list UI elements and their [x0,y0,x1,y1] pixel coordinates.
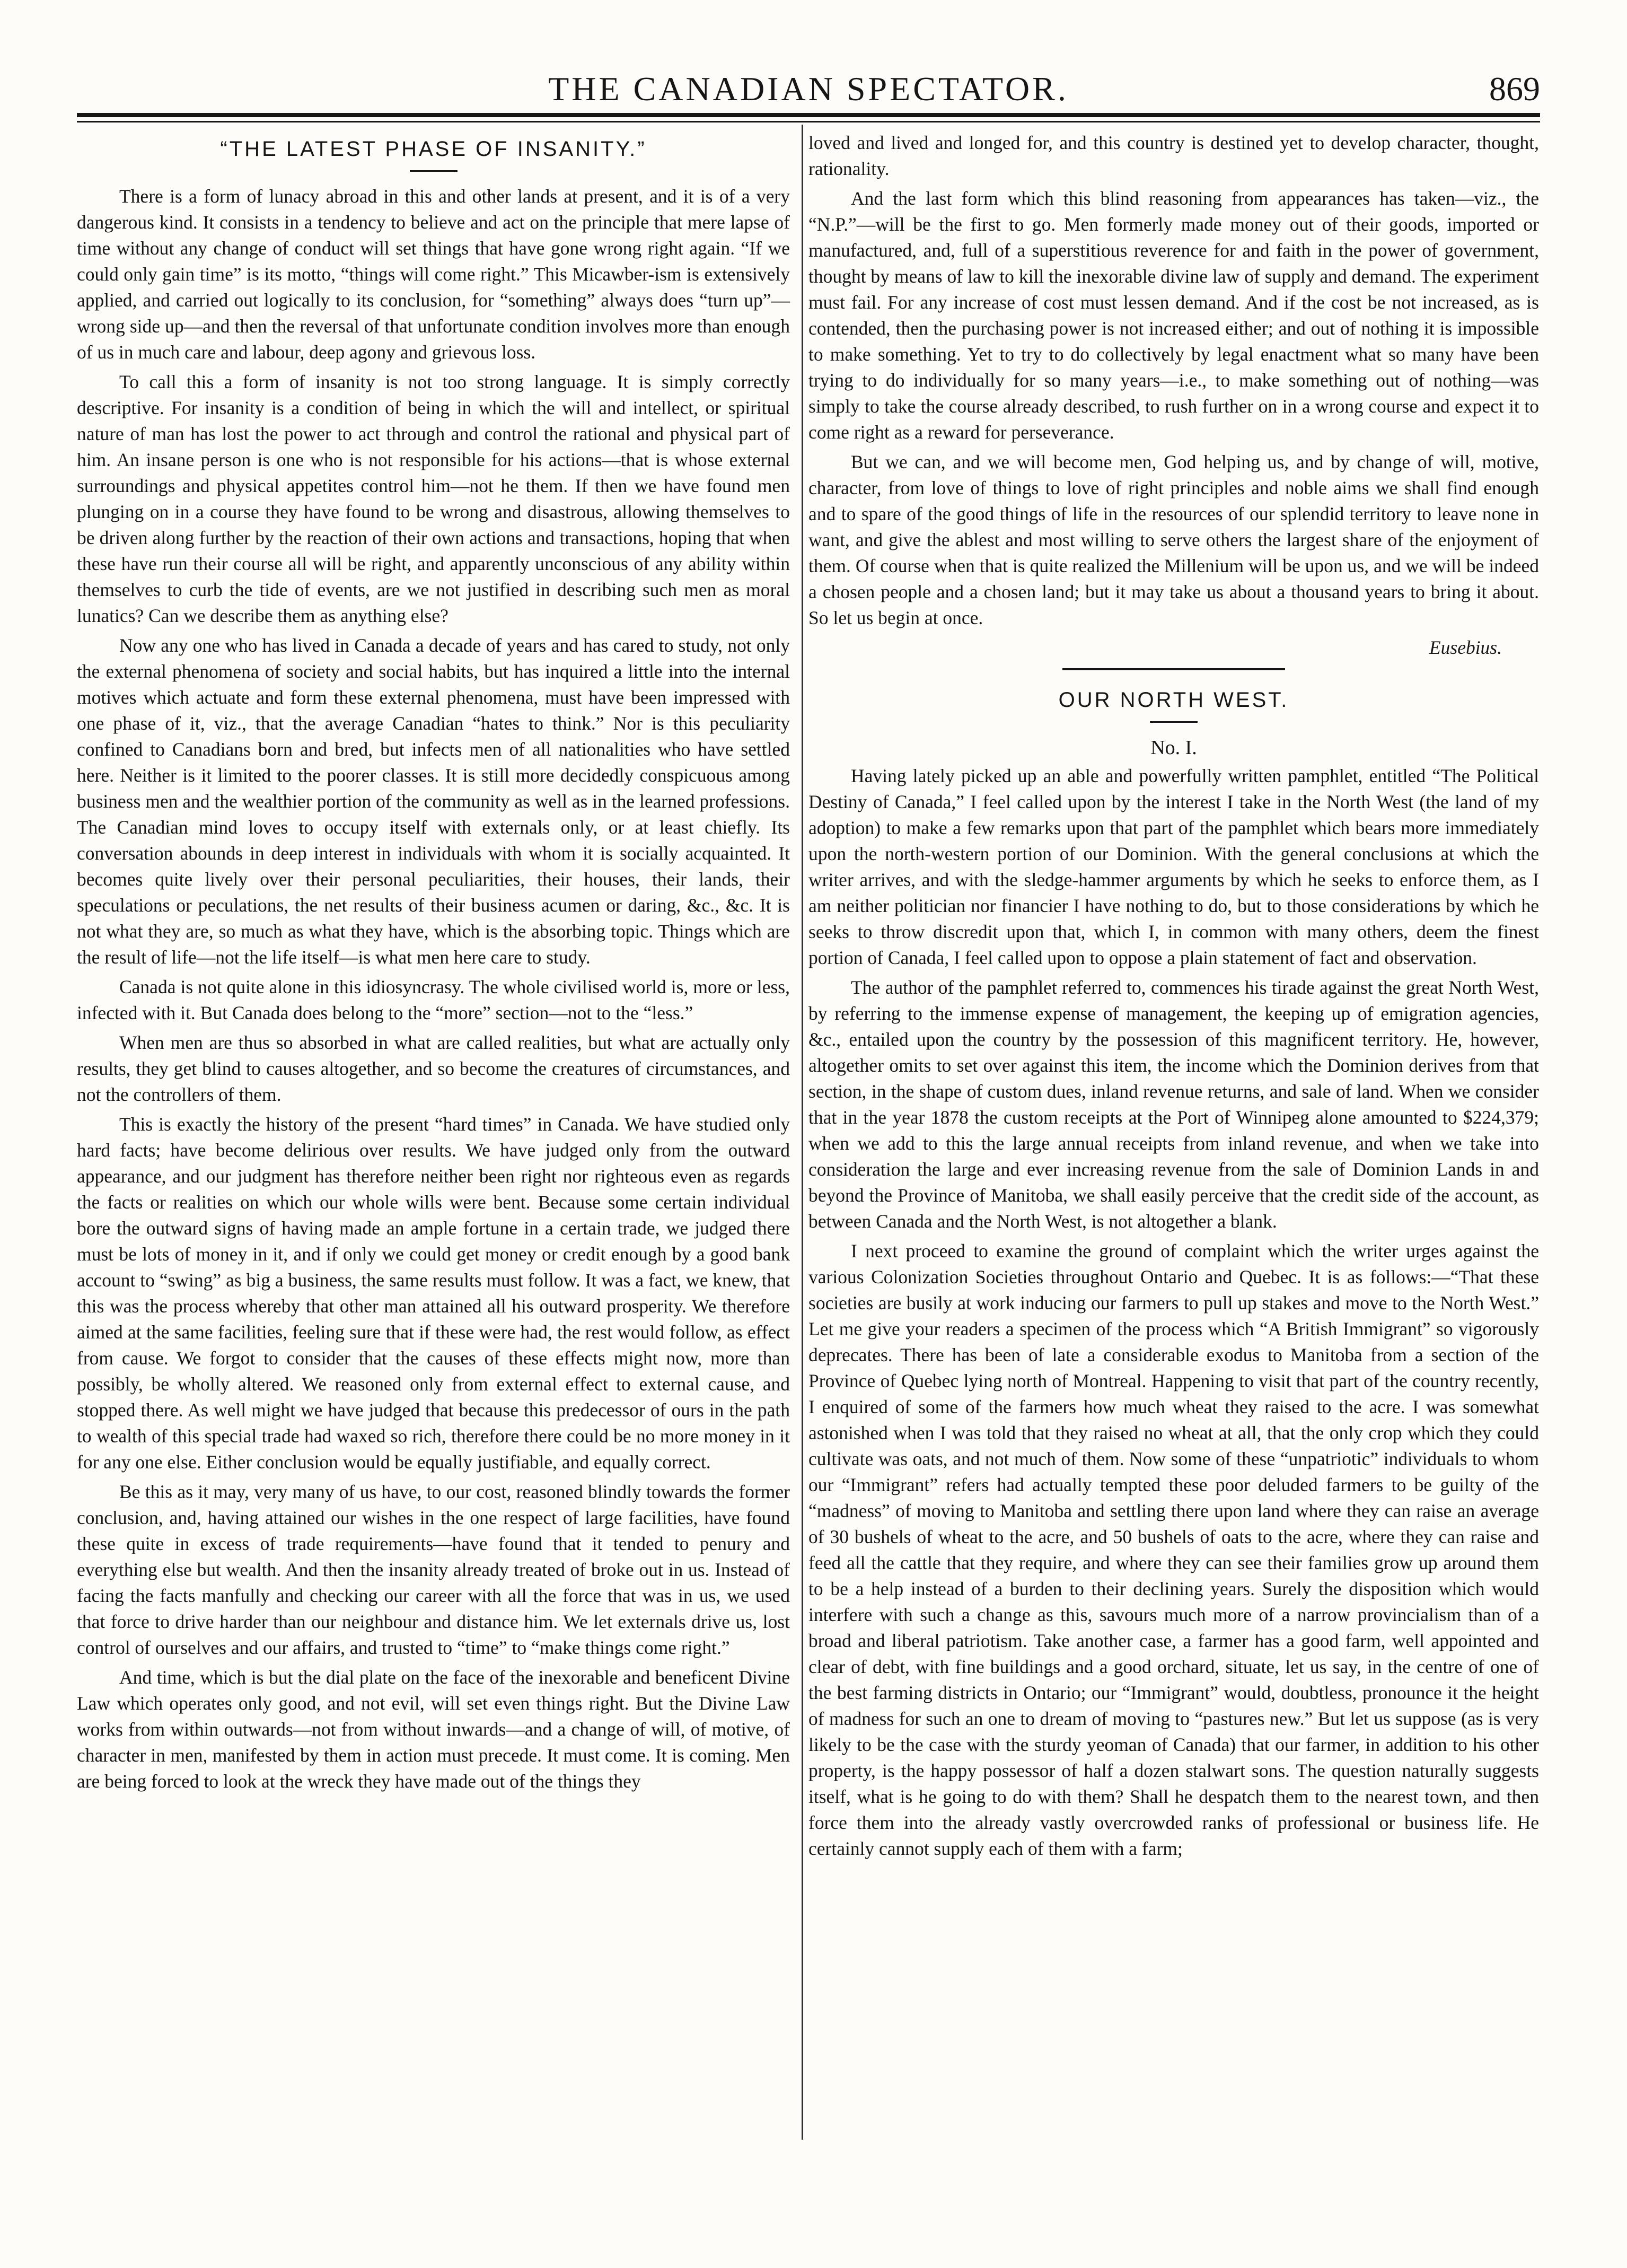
header-rule-thin [77,121,1540,122]
heading-rule [1150,721,1198,723]
section-divider-rule [1062,668,1285,670]
heading-rule [410,170,458,172]
column-divider [802,125,803,2140]
right-column [808,130,1539,1866]
paragraph: Be this as it may, very many of us have, to our cost, reasoned blindly towards the former conclusion, and, having attained our wishes in the one respect of large facilities, have found these quite in excess of trade requirements—have found that it tended to penury and everything else but wealth. And then the insanity already treated of broke out in us. Instead of facing the facts manfully and checking our career with all the force that was in us, we used that force to drive harder than our neighbour and distance him. We let externals drive us, lost control of ourselves and our affairs, and trusted to “time” to “make things come right.” [77,1481,790,1658]
paragraph: And time, which is but the dial plate on the face of the inexorable and beneficent Divine Law which operates only good, and not evil, will set even things right. But the Divine Law works from within outwards—not from without inwards—and a change of will, of motive, of character in men, manifested by them in action must precede. It must come. It is coming. Men are being forced to look at the wreck they have made out of the things they [77,1667,790,1792]
article-heading-north-west: OUR NORTH WEST. [1058,688,1289,712]
paragraph: Now any one who has lived in Canada a decade of years and has cared to study, not only the external phenomena of society and social habits, but has inquired a little into the internal motives which actuate and form these external phenomena, must have been impressed with one phase of it, viz., that the average Canadian “hates to think.” Nor is this peculiarity confined to Canadians born and bred, but infects men of all nationalities who have settled here. Neither is it limited to the poorer classes. It is still more decidedly conspicuous among business men and the wealthier portion of the community as well as in the learned professions. The Canadian mind loves to occupy itself with externals only, or at least chiefly. Its conversation abounds in deep interest in individuals with whom it is socially acquainted. It becomes quite lively over their personal peculiarities, their houses, their lands, their speculations or peculations, the net results of their business acumen or daring, &c., &c. It is not what they are, so much as what they have, which is the absorbing topic. Things which are the result of life—not the life itself—is what men here care to study. [77,635,790,968]
author-signature: Eusebius. [1429,637,1502,658]
paragraph: But we can, and we will become men, God helping us, and by change of will, motive, character, from love of things to love of right principles and noble aims we shall find enough and to spare of the good things of life in the resources of our splendid territory to leave none in want, and give the ablest and most willing to serve others the largest share of the enjoyment of them. Of course when that is quite realized the Millenium will be upon us, and we will be indeed a chosen people and a chosen land; but it may take us about a thousand years to bring it about. So let us begin at once. [808,451,1539,628]
page-number: 869 [1489,70,1540,108]
left-column [77,130,790,1798]
page-header [77,68,1540,110]
paragraph: There is a form of lunacy abroad in this and other lands at present, and it is of a very dangerous kind. It consists in a tendency to believe and act on the principle that mere lapse of time without any change of conduct will set things that have gone wrong right again. “If we could only gain time” is its motto, “things will come right.” This Micawber-ism is extensively applied, and carried out logically to its conclusion, for “something” always does “turn up”—wrong side up—and then the reversal of that unfortunate condition involves more than enough of us in much care and labour, deep agony and grievous loss. [77,186,790,363]
paragraph: I next proceed to examine the ground of complaint which the writer urges against the various Colonization Societies throughout Ontario and Quebec. It is as follows:—“That these societies are busily at work inducing our farmers to pull up stakes and move to the North West.” Let me give your readers a specimen of the process which “A British Immigrant” so vigorously deprecates. There has been of late a considerable exodus to Manitoba from a section of the Province of Quebec lying north of Montreal. Happening to visit that part of the country recently, I enquired of some of the farmers how much wheat they raised to the acre. I was somewhat astonished when I was told that they raised no wheat at all, that the only crop which they could cultivate was oats, and not much of them. Now some of these “unpatriotic” individuals to whom our “Immigrant” refers had actually tempted these poor deluded farmers to be guilty of the “madness” of moving to Manitoba and settling there upon land where they can raise an average of 30 bushels of wheat to the acre, and 50 bushels of oats to the acre, where they can raise and feed all the cattle that they require, and where they can see their families grow up around them to be a help instead of a burden to their declining years. Surely the disposition which would interfere with such a change as this, savours much more of a narrow provincialism than of a broad and liberal patriotism. Take another case, a farmer has a good farm, well appointed and clear of debt, with fine buildings and a good orchard, situate, let us say, in the centre of one of the best farming districts in Ontario; our “Immigrant” would, doubtless, pronounce it the height of madness for such an one to dream of moving to “pastures new.” But let us suppose (as is very likely to be the case with the sturdy yeoman of Canada) that our farmer, in addition to his other property, is the happy possessor of half a dozen stalwart sons. The question naturally suggests itself, what is he going to do with them? Shall he despatch them to the nearest town, and then force them into the already vastly overcrowded ranks of professional or business life. He certainly cannot supply each of them with a farm; [808,1240,1539,1859]
paragraph: Having lately picked up an able and powerfully written pamphlet, entitled “The Political Destiny of Canada,” I feel called upon by the interest I take in the North West (the land of my adoption) to make a few remarks upon that part of the pamphlet which bears more immediately upon the north-western portion of our Dominion. With the general conclusions at which the writer arrives, and with the sledge-hammer arguments by which he seeks to enforce them, as I am neither politician nor financier I have nothing to do, but to those considerations by which he seeks to throw discredit upon that, which I, in common with many others, deem the finest portion of Canada, I feel called upon to oppose a plain statement of fact and observation. [808,765,1539,968]
publication-title: THE CANADIAN SPECTATOR. [548,70,1069,108]
header-rule-thick [77,113,1540,117]
paragraph: And the last form which this blind reasoning from appearances has taken—viz., the “N.P.”—will be the first to go. Men formerly made money out of their goods, imported or manufactured, and, full of a superstitious reverence for and faith in the power of government, thought by means of law to kill the inexorable divine law of supply and demand. The experiment must fail. For any increase of cost must lessen demand. And if the cost be not increased, as is contended, then the purchasing power is not increased either; and out of nothing it is impossible to make something. Yet to try to do collectively by legal enactment what so many have been trying to do individually for so many years—i.e., to make something out of nothing—was simply to take the course already described, to rush further on in a wrong course and expect it to come right as a reward for perseverance. [808,188,1539,443]
paragraph: This is exactly the history of the present “hard times” in Canada. We have studied only hard facts; have become delirious over results. We have judged only from the outward appearance, and our judgment has therefore neither been right nor righteous even as regards the facts or realities on which our whole wills were bent. Because some certain individual bore the outward signs of having made an ample fortune in a certain trade, we judged there must be lots of money in it, and if only we could get money or credit enough by a good bank account to “swing” as big a business, the same results must follow. It was a fact, we knew, that this was the process whereby that other man attained all his outward prosperity. We therefore aimed at the same facilities, feeling sure that if these were had, the rest would follow, as effect from cause. We forgot to consider that the causes of these effects might now, more than possibly, be wholly altered. We reasoned only from external effect to external cause, and stopped there. As well might we have judged that because this predecessor of ours in the path to wealth of this special trade had waxed so rich, therefore there could be no more money in it for any one else. Either conclusion would be equally justifiable, and equally correct. [77,1114,790,1473]
paragraph: The author of the pamphlet referred to, commences his tirade against the great North West, by referring to the immense expense of management, the keeping up of emigration agencies, &c., entailed upon the country by the possession of this magnificent territory. He, however, altogether omits to set over against this item, the income which the Dominion derives from that section, in the shape of custom dues, inland revenue returns, and sale of land. When we consider that in the year 1878 the custom receipts at the Port of Winnipeg alone amounted to $224,379; when we add to this the large annual receipts from inland revenue, and when we take into consideration the large and ever increasing revenue from the sale of Dominion Lands in and beyond the Province of Manitoba, we shall easily perceive that the credit side of the account, as between Canada and the North West, is not altogether a blank. [808,977,1539,1232]
article-subheading: No. I. [1150,737,1197,759]
article-heading-insanity: “THE LATEST PHASE OF INSANITY.” [220,137,647,161]
paragraph: Canada is not quite alone in this idiosyncrasy. The whole civilised world is, more or less, infected with it. But Canada does belong to the “more” section—not to the “less.” [77,976,790,1023]
continued-paragraph: loved and lived and longed for, and this country is destined yet to develop character, thought, rationality. [808,132,1539,179]
paragraph: When men are thus so absorbed in what are called realities, but what are actually only results, they get blind to causes altogether, and so become the creatures of circumstances, and not the controllers of them. [77,1032,790,1105]
paragraph: To call this a form of insanity is not too strong language. It is simply correctly descriptive. For insanity is a condition of being in which the will and intellect, or spiritual nature of man has lost the power to act through and control the rational and physical part of him. An insane person is one who is not responsible for his actions—that is whose external surroundings and physical appetites control him—not he them. If then we have found men plunging on in a course they have found to be wrong and disastrous, allowing themselves to be driven along further by the reaction of their own actions and transactions, hoping that when these have run their course all will be right, and apparently unconscious of any ability within themselves to curb the tide of events, are we not justified in describing such men as moral lunatics? Can we describe them as anything else? [77,371,790,626]
